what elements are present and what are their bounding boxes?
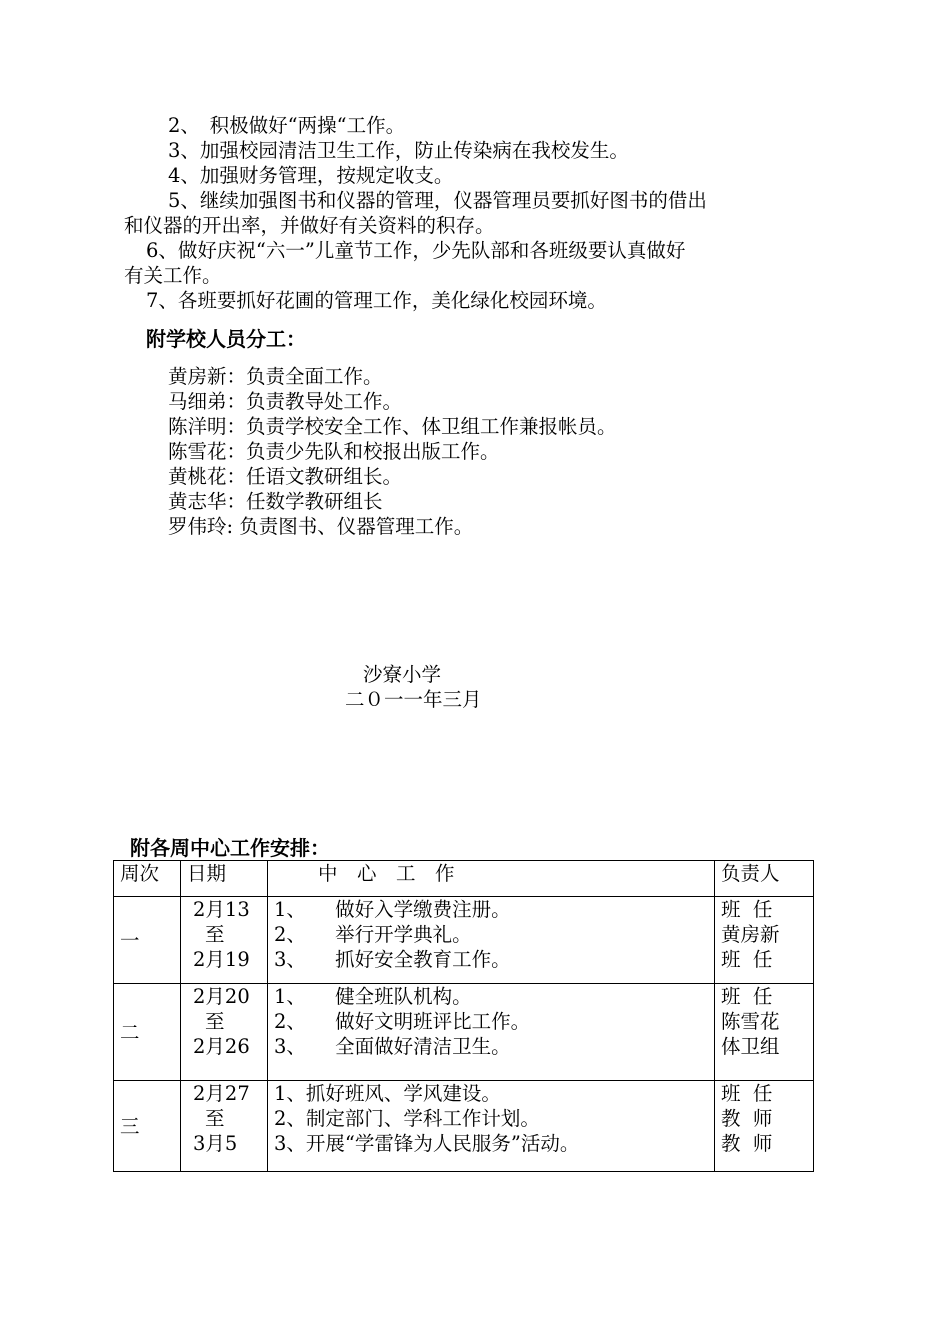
owner-item: 班 任: [721, 985, 773, 1008]
signature-date: 二０一一年三月: [345, 688, 482, 711]
owner-item: 陈雪花: [721, 1010, 780, 1033]
tasks-cell: [268, 897, 715, 984]
table-header-row: [114, 861, 814, 897]
date-end: 3月5: [193, 1132, 238, 1155]
owner-cell: [715, 984, 814, 1081]
week-label: 二: [120, 1020, 140, 1044]
work-item-4: 4、加强财务管理，按规定收支。: [168, 164, 454, 187]
task-item: 1、抓好班风、学风建设。: [274, 1082, 501, 1105]
header-tasks-label: 中 心 工 作: [318, 862, 455, 885]
task-item: 3、开展“学雷锋为人民服务”活动。: [274, 1132, 580, 1155]
header-date: [181, 861, 268, 897]
week-cell: [114, 1081, 181, 1172]
owner-item: 黄房新: [721, 923, 780, 946]
tasks-cell: [268, 984, 715, 1081]
date-cell: [181, 984, 268, 1081]
staff-item: 马细弟：负责教导处工作。: [168, 390, 403, 413]
owner-item: 教 师: [721, 1107, 773, 1130]
header-date-label: 日期: [187, 862, 227, 885]
week-cell: [114, 897, 181, 984]
task-item: 3、 抓好安全教育工作。: [274, 948, 511, 971]
tasks-cell: [268, 1081, 715, 1172]
staff-item: 黄桃花：任语文教研组长。: [168, 465, 403, 488]
staff-heading: 附学校人员分工：: [146, 327, 306, 351]
staff-item: 黄志华：任数学教研组长: [168, 490, 383, 513]
task-item: 2、 做好文明班评比工作。: [274, 1010, 531, 1033]
work-item-2: 2、 积极做好“两操“工作。: [168, 114, 406, 137]
task-item: 1、 健全班队机构。: [274, 985, 472, 1008]
header-owner: [715, 861, 814, 897]
date-end: 2月19: [193, 948, 250, 971]
owner-item: 教 师: [721, 1132, 773, 1155]
header-owner-label: 负责人: [721, 862, 780, 885]
owner-item: 班 任: [721, 898, 773, 921]
date-start: 2月27: [193, 1082, 250, 1105]
header-tasks: [268, 861, 715, 897]
schedule-table: [113, 860, 814, 1172]
header-week-label: 周次: [120, 862, 160, 885]
work-item-6-cont: 有关工作。: [124, 264, 222, 287]
task-item: 2、制定部门、学科工作计划。: [274, 1107, 540, 1130]
table-row: [114, 897, 814, 984]
owner-item: 班 任: [721, 948, 773, 971]
task-item: 1、 做好入学缴费注册。: [274, 898, 511, 921]
task-item: 2、 举行开学典礼。: [274, 923, 472, 946]
owner-cell: [715, 897, 814, 984]
work-item-5-cont: 和仪器的开出率，并做好有关资料的积存。: [124, 214, 495, 237]
header-week: [114, 861, 181, 897]
date-start: 2月13: [193, 898, 250, 921]
task-item: 3、 全面做好清洁卫生。: [274, 1035, 511, 1058]
owner-item: 体卫组: [721, 1035, 780, 1058]
date-to: 至: [205, 1010, 225, 1033]
schedule-heading: 附各周中心工作安排：: [130, 836, 330, 860]
table-row: [114, 984, 814, 1081]
work-item-5: 5、继续加强图书和仪器的管理，仪器管理员要抓好图书的借出: [168, 189, 707, 212]
signature-school: 沙寮小学: [363, 663, 442, 686]
work-item-7: 7、各班要抓好花圃的管理工作，美化绿化校园环境。: [146, 289, 607, 312]
table-row: [114, 1081, 814, 1172]
date-end: 2月26: [193, 1035, 250, 1058]
date-to: 至: [205, 1107, 225, 1130]
date-cell: [181, 1081, 268, 1172]
date-to: 至: [205, 923, 225, 946]
owner-item: 班 任: [721, 1082, 773, 1105]
staff-item: 罗伟玲: 负责图书、仪器管理工作。: [168, 515, 474, 538]
owner-cell: [715, 1081, 814, 1172]
staff-item: 陈洋明：负责学校安全工作、体卫组工作兼报帐员。: [168, 415, 617, 438]
staff-item: 黄房新：负责全面工作。: [168, 365, 383, 388]
staff-item: 陈雪花：负责少先队和校报出版工作。: [168, 440, 500, 463]
week-cell: [114, 984, 181, 1081]
work-item-3: 3、加强校园清洁卫生工作，防止传染病在我校发生。: [168, 139, 629, 162]
date-start: 2月20: [193, 985, 250, 1008]
date-cell: [181, 897, 268, 984]
work-item-6: 6、做好庆祝“六一”儿童节工作，少先队部和各班级要认真做好: [146, 239, 686, 262]
week-label: 一: [120, 928, 140, 952]
week-label: 三: [120, 1114, 140, 1138]
